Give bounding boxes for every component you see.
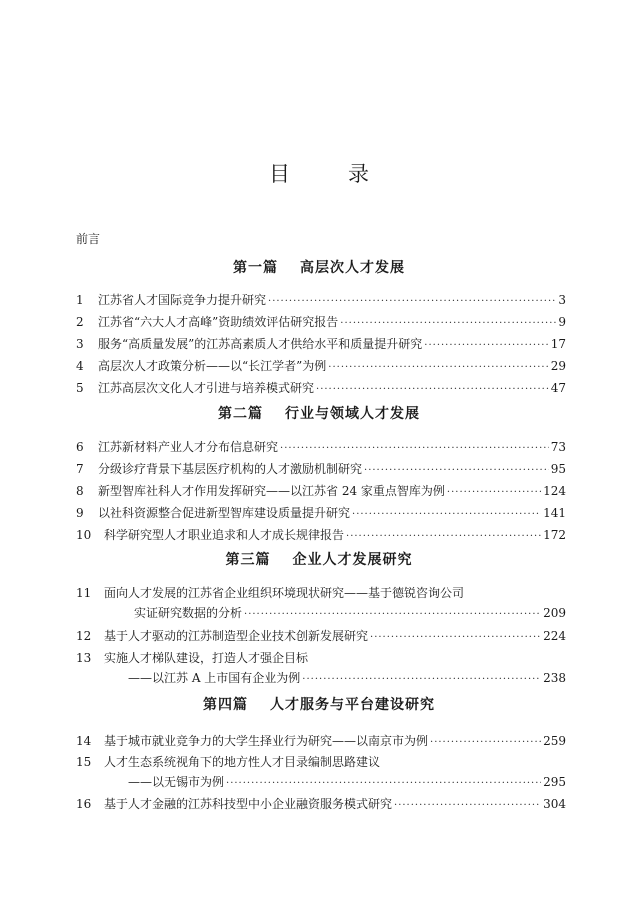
part-2-name: 行业与领域人才发展 <box>285 406 420 422</box>
toc-entry-8[interactable] <box>76 482 566 500</box>
entry-title-continued: ——以无锡市为例 <box>128 775 225 789</box>
part-3-name: 企业人才发展研究 <box>292 552 413 568</box>
part-3-label: 第三篇 <box>225 552 271 568</box>
toc-entry-5[interactable] <box>76 379 566 397</box>
entry-number: 16 <box>76 797 92 811</box>
entry-number: 4 <box>76 359 84 373</box>
entry-title: 新型智库社科人才作用发挥研究——以江苏省 24 家重点智库为例 <box>98 484 445 498</box>
dot-leader <box>364 465 549 476</box>
entry-number: 9 <box>76 506 84 520</box>
entry-title: 江苏省人才国际竞争力提升研究 <box>98 293 267 307</box>
entry-page: 9 <box>558 315 566 329</box>
part-3-heading <box>0 549 638 569</box>
entry-number: 8 <box>76 484 84 498</box>
entry-title: 高层次人才政策分析——以“长江学者”为例 <box>98 359 327 373</box>
entry-number: 7 <box>76 462 84 476</box>
entry-number: 12 <box>76 629 92 643</box>
entry-title: 基于城市就业竞争力的大学生择业行为研究——以南京市为例 <box>104 734 429 748</box>
toc-entry-15[interactable] <box>76 753 566 771</box>
entry-title: 基于人才金融的江苏科技型中小企业融资服务模式研究 <box>104 797 393 811</box>
toc-entry-1[interactable] <box>76 291 566 309</box>
entry-title-continued: 实证研究数据的分析 <box>134 606 243 620</box>
entry-number: 1 <box>76 293 84 307</box>
title-char-2: 录 <box>348 162 369 186</box>
dot-leader <box>346 531 541 542</box>
part-2-label: 第二篇 <box>218 406 263 422</box>
entry-page: 29 <box>550 359 566 373</box>
part-4-label: 第四篇 <box>203 697 248 713</box>
dot-leader <box>226 778 541 789</box>
part-4-name: 人才服务与平台建设研究 <box>270 697 435 713</box>
dot-leader <box>370 632 541 643</box>
entry-number: 6 <box>76 440 84 454</box>
toc-entry-15-cont[interactable] <box>76 773 566 791</box>
toc-entry-11-cont[interactable] <box>76 604 566 622</box>
entry-number: 15 <box>76 755 92 769</box>
entry-page: 47 <box>550 381 566 395</box>
dot-leader <box>316 384 549 395</box>
part-1-label: 第一篇 <box>233 260 278 276</box>
entry-title: 面向人才发展的江苏省企业组织环境现状研究——基于德锐咨询公司 <box>104 586 465 600</box>
title-char-1: 目 <box>269 162 290 186</box>
dot-leader <box>340 318 556 329</box>
part-1-heading <box>0 257 638 277</box>
entry-title: 基于人才驱动的江苏制造型企业技术创新发展研究 <box>104 629 369 643</box>
toc-entry-11[interactable] <box>76 584 566 602</box>
dot-leader <box>244 609 541 620</box>
part-2-heading <box>0 403 638 423</box>
toc-entry-2[interactable] <box>76 313 566 331</box>
part-1-name: 高层次人才发展 <box>300 260 405 276</box>
entry-title: 科学研究型人才职业追求和人才成长规律报告 <box>104 528 345 542</box>
entry-page: 259 <box>543 734 566 748</box>
entry-title-continued: ——以江苏 A 上市国有企业为例 <box>128 671 301 685</box>
part-4-heading <box>0 694 638 714</box>
toc-entry-10[interactable] <box>76 526 566 544</box>
entry-title: 以社科资源整合促进新型智库建设质量提升研究 <box>98 506 351 520</box>
dot-leader <box>302 674 541 685</box>
entry-title: 江苏省“六大人才高峰”资助绩效评估研究报告 <box>98 315 339 329</box>
entry-number: 14 <box>76 734 92 748</box>
dot-leader <box>328 362 548 373</box>
entry-page: 17 <box>550 337 566 351</box>
entry-page: 124 <box>543 484 566 498</box>
toc-entry-13-cont[interactable] <box>76 669 566 687</box>
entry-page: 73 <box>550 440 566 454</box>
dot-leader <box>268 296 556 307</box>
entry-number: 2 <box>76 315 84 329</box>
dot-leader <box>394 800 541 811</box>
preface-link[interactable]: 前言 <box>76 232 101 246</box>
toc-entry-7[interactable] <box>76 460 566 478</box>
toc-entry-13[interactable] <box>76 649 566 667</box>
entry-title: 服务“高质量发展”的江苏高素质人才供给水平和质量提升研究 <box>98 337 423 351</box>
entry-page: 95 <box>550 462 566 476</box>
entry-number: 11 <box>76 586 92 600</box>
entry-title: 分级诊疗背景下基层医疗机构的人才激励机制研究 <box>98 462 363 476</box>
entry-page: 224 <box>543 629 566 643</box>
entry-page: 141 <box>543 506 566 520</box>
toc-entry-9[interactable] <box>76 504 566 522</box>
page-title <box>0 158 638 188</box>
entry-title: 江苏新材料产业人才分布信息研究 <box>98 440 279 454</box>
toc-entry-12[interactable] <box>76 627 566 645</box>
toc-entry-16[interactable] <box>76 795 566 813</box>
entry-page: 172 <box>543 528 566 542</box>
dot-leader <box>424 340 548 351</box>
toc-entry-4[interactable] <box>76 357 566 375</box>
entry-title: 实施人才梯队建设，打造人才强企目标 <box>104 651 309 665</box>
toc-entry-6[interactable] <box>76 438 566 456</box>
entry-page: 3 <box>558 293 566 307</box>
entry-number: 3 <box>76 337 84 351</box>
toc-entry-3[interactable] <box>76 335 566 353</box>
entry-page: 295 <box>543 775 566 789</box>
dot-leader <box>430 737 541 748</box>
entry-page: 304 <box>543 797 566 811</box>
toc-entry-14[interactable] <box>76 732 566 750</box>
entry-title: 江苏高层次文化人才引进与培养模式研究 <box>98 381 315 395</box>
entry-number: 13 <box>76 651 92 665</box>
dot-leader <box>352 509 541 520</box>
entry-title: 人才生态系统视角下的地方性人才目录编制思路建议 <box>104 755 381 769</box>
dot-leader <box>447 487 541 498</box>
entry-number: 5 <box>76 381 84 395</box>
entry-number: 10 <box>76 528 92 542</box>
dot-leader <box>280 443 549 454</box>
entry-page: 238 <box>543 671 566 685</box>
entry-page: 209 <box>543 606 566 620</box>
